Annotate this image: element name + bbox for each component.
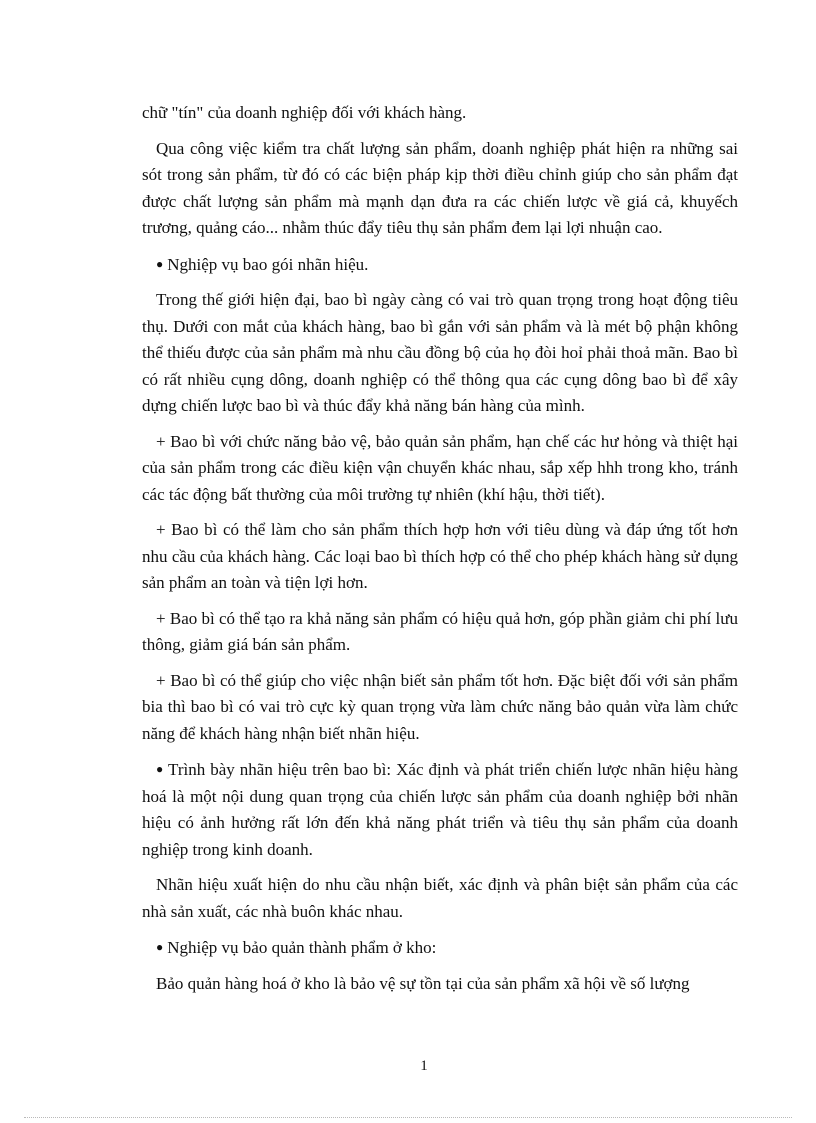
bullet-paragraph-1: ● Nghiệp vụ bao gói nhãn hiệu.: [156, 254, 369, 274]
paragraph-2: Qua công việc kiểm tra chất lượng sản phẩm, doanh nghiệp phát hiện ra những sai sót trong sản phẩm, từ đó có các biện pháp kịp thời điều chỉnh giúp cho sản phẩm đạt được chất lượng sản phẩm mà mạnh dạn đưa ra các chiến lược về giá cả, khuyếch trương, quảng cáo... nhằm thúc đẩy tiêu thụ sản phẩm đem lại lợi nhuận cao.: [142, 138, 738, 237]
bullet-paragraph-2: ● Trình bày nhãn hiệu trên bao bì: Xác định và phát triển chiến lược nhãn hiệu hàng hoá là một nội dung quan trọng của chiến lược sản phẩm của doanh nghiệp bởi nhãn hiệu có ảnh hưởng rất lớn đến khả năng phát triển và tiêu thụ sản phẩm của doanh nghiệp trong kinh doanh.: [142, 760, 739, 859]
paragraph-10: Nhãn hiệu xuất hiện do nhu cầu nhận biết, xác định và phân biệt sản phẩm của các nhà sản xuất, các nhà buôn khác nhau.: [142, 875, 738, 921]
paragraph-8: + Bao bì có thể giúp cho việc nhận biết sản phẩm tốt hơn. Đặc biệt đối với sản phẩm bia thì bao bì có vai trò cực kỳ quan trọng vừa làm chức năng bảo quản vừa làm chức năng để khách hàng nhận biết nhãn hiệu.: [142, 670, 738, 743]
page-number: 1: [420, 1058, 428, 1074]
paragraph-1: chữ "tín" của doanh nghiệp đối với khách hàng.: [142, 103, 467, 122]
paragraph-5: + Bao bì với chức năng bảo vệ, bảo quản sản phẩm, hạn chế các hư hỏng và thiệt hại của sản phẩm trong các điều kiện vận chuyển khác nhau, sắp xếp hhh trong kho, tránh các tác động bất thường của môi trường tự nhiên (khí hậu, thời tiết).: [142, 431, 738, 504]
paragraph-12: Bảo quản hàng hoá ở kho là bảo vệ sự tồn tại của sản phẩm xã hội về số lượng: [156, 973, 690, 993]
paragraph-4: Trong thế giới hiện đại, bao bì ngày càng có vai trò quan trọng trong hoạt động tiêu thụ. Dưới con mắt của khách hàng, bao bì gắn với sản phẩm và là mét bộ phận không thể thiếu được của sản phẩm mà nhu cầu đồng bộ của họ đòi hoỉ phải thoả mãn. Bao bì có rất nhiều cụng dông, doanh nghiệp có thể thông qua các cụng dông bao bì để xây dựng chiến lược bao bì và thúc đẩy khả năng bán hàng của mình.: [142, 290, 738, 415]
bullet-icon: ●: [156, 256, 164, 271]
bullet-icon: ●: [156, 762, 165, 776]
paragraph-7: + Bao bì có thể tạo ra khả năng sản phẩm có hiệu quả hơn, góp phần giảm chi phí lưu thông, giảm giá bán sản phẩm.: [142, 608, 738, 654]
paragraph-6: + Bao bì có thể làm cho sản phẩm thích hợp hơn với tiêu dùng và đáp ứng tốt hơn nhu cầu của khách hàng. Các loại bao bì thích hợp có thể cho phép khách hàng sử dụng sản phẩm an toàn và tiện lợi hơn.: [142, 520, 738, 592]
page-bottom-divider: [24, 1117, 792, 1118]
bullet-paragraph-3: ● Nghiệp vụ bảo quản thành phẩm ở kho:: [156, 938, 437, 957]
document-page: [142, 100, 738, 1006]
bullet-icon: ●: [156, 940, 164, 954]
